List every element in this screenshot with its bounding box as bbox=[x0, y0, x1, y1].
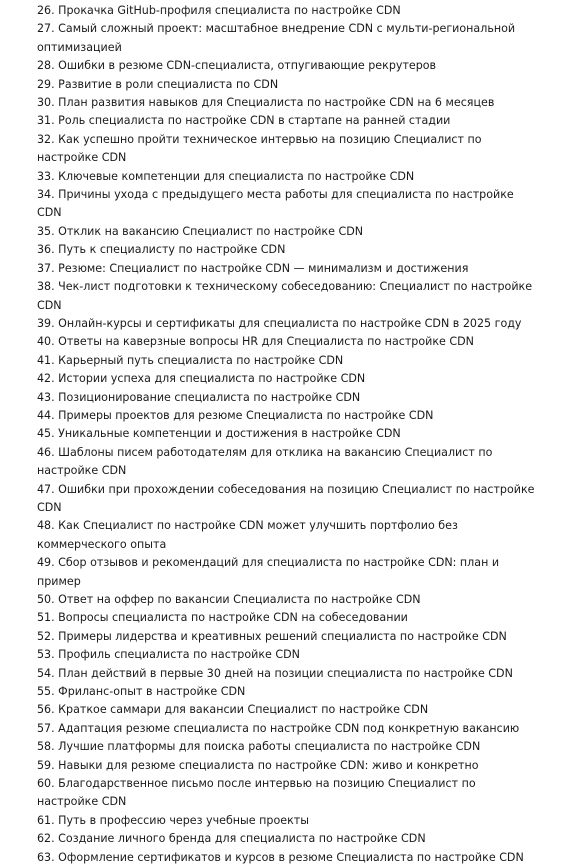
list-item: 51. Вопросы специалиста по настройке CDN на собеседовании bbox=[37, 611, 408, 625]
list-item: 50. Ответ на оффер по вакансии Специалиста по настройке CDN bbox=[37, 593, 421, 606]
list-item: 38. Чек-лист подготовки к техническому собеседованию: Специалист по настройке CDN bbox=[37, 280, 533, 312]
list-item: 29. Развитие в роли специалиста по CDN bbox=[37, 77, 279, 91]
list-item: 39. Онлайн-курсы и сертификаты для специалиста по настройке CDN в 2025 году bbox=[37, 316, 522, 330]
list-item: 35. Отклик на вакансию Специалист по настройке CDN bbox=[37, 224, 364, 238]
list-item: 47. Ошибки при прохождении собеседования на позицию Специалист по настройке CDN bbox=[37, 482, 535, 514]
list-item: 58. Лучшие платформы для поиска работы специалиста по настройке CDN bbox=[37, 740, 481, 754]
list-item: 43. Позиционирование специалиста по настройке CDN bbox=[37, 390, 361, 404]
list-item: 61. Путь в профессию через учебные проекты bbox=[37, 813, 309, 827]
list-item: 36. Путь к специалисту по настройке CDN bbox=[37, 243, 286, 257]
list-item: 55. Фриланс-опыт в настройке CDN bbox=[37, 685, 246, 699]
list-item: 28. Ошибки в резюме CDN-специалиста, отпугивающие рекрутеров bbox=[37, 59, 437, 73]
list-item: 63. Оформление сертификатов и курсов в резюме Специалиста по настройке CDN bbox=[37, 850, 524, 864]
list-item: 48. Как Специалист по настройке CDN может улучшить портфолио без коммерческого опыта bbox=[37, 519, 458, 551]
list-item: 52. Примеры лидерства и креативных решений специалиста по настройке CDN bbox=[37, 629, 507, 643]
list-item: 44. Примеры проектов для резюме Специалиста по настройке CDN bbox=[37, 408, 434, 422]
table-of-contents-list bbox=[37, 2, 537, 867]
list-item: 34. Причины ухода с предыдущего места работы для специалиста по настройке CDN bbox=[37, 188, 514, 220]
list-item: 57. Адаптация резюме специалиста по настройке CDN под конкретную вакансию bbox=[37, 721, 520, 735]
list-item: 32. Как успешно пройти техническое интервью на позицию Специалист по настройке CDN bbox=[37, 132, 482, 165]
list-item: 42. Истории успеха для специалиста по настройке CDN bbox=[37, 372, 366, 386]
list-item: 59. Навыки для резюме специалиста по настройке CDN: живо и конкретно bbox=[37, 758, 479, 772]
list-item: 56. Краткое саммари для вакансии Специалист по настройке CDN bbox=[37, 703, 429, 717]
list-item: 54. План действий в первые 30 дней на позиции специалиста по настройке CDN bbox=[37, 666, 513, 680]
list-item: 31. Роль специалиста по настройке CDN в стартапе на ранней стадии bbox=[37, 114, 451, 128]
list-item: 60. Благодарственное письмо после интервью на позицию Специалист по настройке CDN bbox=[37, 777, 476, 809]
list-item: 49. Сбор отзывов и рекомендаций для специалиста по настройке CDN: план и пример bbox=[37, 556, 500, 588]
list-item: 45. Уникальные компетенции и достижения в настройке CDN bbox=[37, 427, 401, 441]
list-item: 33. Ключевые компетенции для специалиста по настройке CDN bbox=[37, 169, 415, 183]
list-item: 37. Резюме: Специалист по настройке CDN — минимализм и достижения bbox=[37, 261, 469, 275]
list-item: 26. Прокачка GitHub-профиля специалиста по настройке CDN bbox=[37, 4, 401, 17]
list-item: 27. Самый сложный проект: масштабное внедрение CDN с мульти-региональной оптимизацией bbox=[37, 22, 516, 54]
list-item: 46. Шаблоны писем работодателям для отклика на вакансию Специалист по настройке CDN bbox=[37, 445, 493, 478]
list-item: 53. Профиль специалиста по настройке CDN bbox=[37, 648, 300, 662]
list-item: 41. Карьерный путь специалиста по настройке CDN bbox=[37, 353, 344, 367]
list-item: 40. Ответы на каверзные вопросы HR для Специалиста по настройке CDN bbox=[37, 335, 474, 349]
list-item: 30. План развития навыков для Специалиста по настройке CDN на 6 месяцев bbox=[37, 96, 495, 110]
list-item: 62. Создание личного бренда для специалиста по настройке CDN bbox=[37, 832, 426, 846]
